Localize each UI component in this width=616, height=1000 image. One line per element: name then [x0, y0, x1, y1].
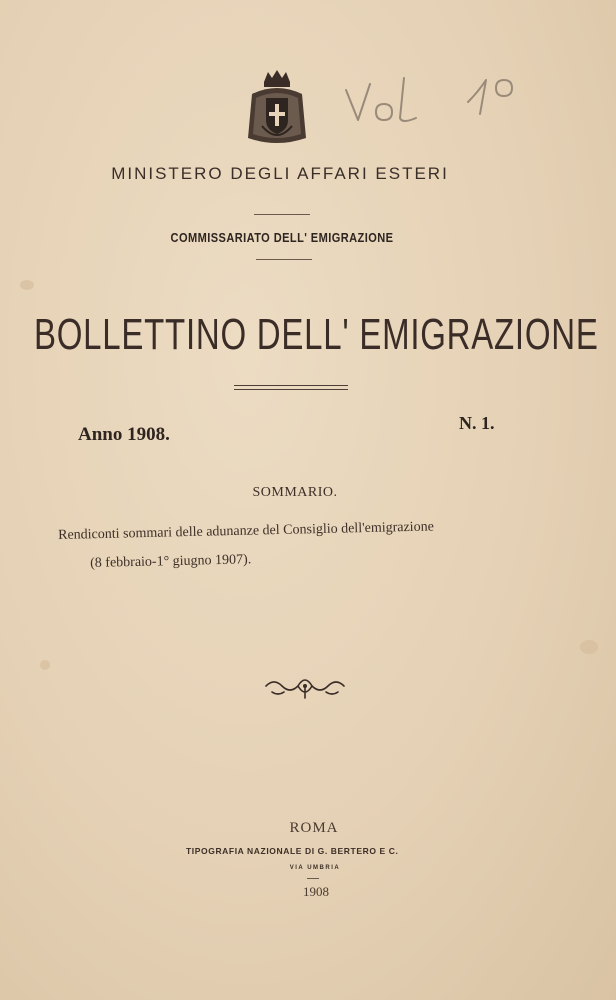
sommario-heading: SOMMARIO. — [252, 485, 338, 500]
imprint-city: ROMA — [289, 820, 339, 836]
imprint-year: 1908 — [303, 884, 329, 899]
summary-line: Rendiconti sommari delle adunanze del Consiglio dell'emigrazione — [58, 519, 435, 543]
commissariato-heading: COMMISSARIATO DELL' EMIGRAZIONE — [170, 230, 394, 245]
page-title: BOLLETTINO DELL' EMIGRAZIONE — [34, 310, 599, 359]
ornament-icon — [264, 672, 346, 700]
imprint-street: VIA UMBRIA — [289, 865, 341, 871]
title-rule — [234, 385, 348, 386]
divider — [307, 878, 319, 879]
summary-line: (8 febbraio-1° giugno 1907). — [90, 552, 252, 571]
coat-of-arms-icon — [244, 68, 310, 148]
year-label: Anno 1908. — [78, 424, 170, 445]
divider — [256, 259, 312, 260]
paper-stain — [20, 280, 34, 290]
divider — [254, 214, 310, 215]
ministry-heading: MINISTERO DEGLI AFFARI ESTERI — [111, 164, 449, 183]
paper-stain — [580, 640, 598, 654]
issue-number: N. 1. — [459, 413, 495, 433]
paper-stain — [40, 660, 50, 670]
handwritten-note — [340, 70, 540, 130]
title-rule — [234, 389, 348, 390]
imprint-printer: TIPOGRAFIA NAZIONALE DI G. BERTERO E C. — [186, 846, 399, 856]
